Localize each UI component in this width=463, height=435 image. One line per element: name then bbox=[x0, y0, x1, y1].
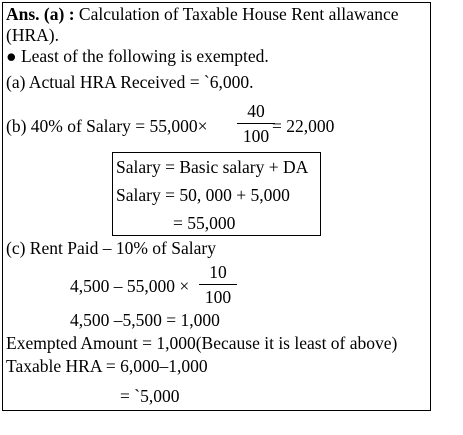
percent-salary-result: = 22,000 bbox=[272, 116, 335, 136]
exempted-amount: Exempted Amount = 1,000(Because it is least of above) bbox=[6, 333, 398, 353]
salary-calculation: Salary = 50, 000 + 5,000 bbox=[116, 185, 290, 205]
percent-fraction bbox=[237, 101, 275, 146]
fraction-bar bbox=[199, 284, 237, 285]
rent-paid-title: (c) Rent Paid – 10% of Salary bbox=[6, 238, 216, 258]
rent-paid-result: 4,500 –5,500 = 1,000 bbox=[70, 310, 220, 330]
salary-definition: Salary = Basic salary + DA bbox=[116, 157, 309, 177]
fraction-denominator: 100 bbox=[204, 287, 232, 307]
fraction-denominator: 100 bbox=[242, 126, 270, 146]
actual-hra-line: (a) Actual HRA Received = `6,000. bbox=[6, 72, 254, 92]
exemption-note: ● Least of the following is exempted. bbox=[6, 46, 269, 66]
rent-paid-expression: 4,500 – 55,000 × bbox=[70, 276, 190, 296]
rent-fraction bbox=[199, 262, 237, 307]
heading-continuation: (HRA). bbox=[6, 25, 59, 45]
salary-total: = 55,000 bbox=[173, 213, 236, 233]
fraction-numerator: 40 bbox=[247, 101, 265, 121]
taxable-hra-calculation: Taxable HRA = 6,000–1,000 bbox=[6, 356, 208, 376]
percent-salary-expression: (b) 40% of Salary = 55,000× bbox=[6, 116, 208, 136]
heading-prefix: Ans. (a) : bbox=[6, 4, 75, 24]
fraction-numerator: 10 bbox=[209, 262, 227, 282]
heading-text: Calculation of Taxable House Rent allawance bbox=[78, 4, 399, 24]
fraction-bar bbox=[237, 123, 275, 124]
taxable-hra-result: = `5,000 bbox=[120, 386, 180, 406]
heading bbox=[6, 4, 399, 24]
